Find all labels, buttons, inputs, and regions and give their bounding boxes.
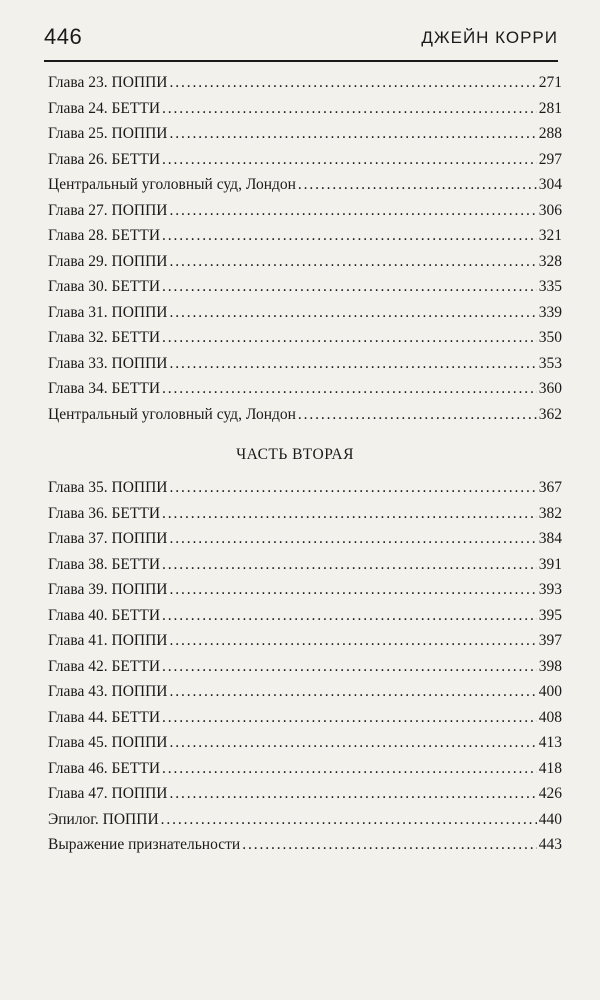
- toc-entry-page: 306: [538, 201, 562, 219]
- leader-dots: [170, 300, 537, 326]
- page-number: 446: [44, 24, 83, 49]
- toc-entry-page: 350: [538, 329, 562, 346]
- toc-entry-page: 288: [538, 125, 562, 142]
- leader-dots: [170, 781, 537, 807]
- toc-entry: [48, 223, 562, 249]
- toc-entry: [48, 300, 562, 326]
- toc-entry: [48, 96, 562, 122]
- toc-entry-page: 353: [538, 354, 562, 372]
- toc-entry: [48, 679, 562, 705]
- toc-entry-title: Глава 34. БЕТТИ: [48, 380, 161, 397]
- toc-entry-title: Эпилог. ПОППИ: [48, 810, 159, 828]
- toc-entry-title: Глава 37. ПОППИ: [48, 530, 168, 547]
- toc-entry-title: Глава 31. ПОППИ: [48, 303, 168, 321]
- author-running-head: ДЖЕЙН КОРРИ: [421, 28, 558, 47]
- leader-dots: [162, 325, 537, 351]
- toc-entry-page: 367: [538, 479, 562, 496]
- toc-entry: [48, 325, 562, 351]
- leader-dots: [162, 223, 537, 249]
- toc-entry-page: 395: [538, 606, 562, 624]
- toc-entry: [48, 628, 562, 654]
- toc-entry: [48, 249, 562, 275]
- toc-entry-page: 408: [538, 708, 562, 726]
- toc-entry-title: Глава 24. БЕТТИ: [48, 99, 161, 117]
- toc-entry-page: 271: [538, 74, 562, 91]
- toc-entry-title: Глава 27. ПОППИ: [48, 201, 168, 219]
- leader-dots: [162, 147, 537, 173]
- toc-entry-title: Выражение признательности: [48, 836, 241, 853]
- toc-entry-page: 321: [538, 227, 562, 244]
- leader-dots: [162, 376, 537, 402]
- leader-dots: [162, 654, 537, 680]
- toc-entry-title: Глава 44. БЕТТИ: [48, 708, 161, 726]
- toc-entry-title: Глава 28. БЕТТИ: [48, 227, 161, 244]
- toc-entry-page: 362: [538, 405, 562, 423]
- leader-dots: [162, 96, 537, 122]
- leader-dots: [170, 121, 537, 147]
- toc-entry-page: 339: [538, 303, 562, 321]
- toc-entry: [48, 70, 562, 96]
- leader-dots: [170, 249, 537, 275]
- toc-entry-page: 391: [538, 555, 562, 573]
- toc-entry: [48, 807, 562, 833]
- leader-dots: [298, 402, 537, 428]
- toc-entry-title: Глава 47. ПОППИ: [48, 785, 168, 802]
- toc-entry: [48, 121, 562, 147]
- toc-entry-page: 360: [538, 380, 562, 397]
- leader-dots: [162, 705, 537, 731]
- toc-entry-title: Глава 38. БЕТТИ: [48, 555, 161, 573]
- toc-entry-page: 400: [538, 683, 562, 700]
- toc-entry-title: Глава 35. ПОППИ: [48, 479, 168, 496]
- toc-entry: [48, 577, 562, 603]
- toc-entry-page: 440: [538, 810, 562, 828]
- toc-entry: [48, 552, 562, 578]
- leader-dots: [170, 351, 537, 377]
- table-of-contents: [48, 70, 562, 858]
- toc-entry-title: Глава 41. ПОППИ: [48, 632, 168, 649]
- toc-entry-page: 418: [538, 759, 562, 777]
- toc-entry-page: 281: [538, 99, 562, 117]
- toc-entry: [48, 832, 562, 858]
- toc-entry: [48, 603, 562, 629]
- toc-entry: [48, 781, 562, 807]
- toc-entry: [48, 147, 562, 173]
- leader-dots: [162, 756, 537, 782]
- toc-entry-page: 397: [538, 632, 562, 649]
- leader-dots: [170, 577, 537, 603]
- leader-dots: [170, 198, 537, 224]
- toc-part-two: [48, 475, 562, 858]
- toc-entry-title: Глава 26. БЕТТИ: [48, 150, 161, 168]
- toc-entry-title: Глава 25. ПОППИ: [48, 125, 168, 142]
- leader-dots: [170, 526, 537, 552]
- toc-entry-title: Глава 30. БЕТТИ: [48, 278, 161, 295]
- leader-dots: [298, 172, 537, 198]
- toc-entry-title: Глава 42. БЕТТИ: [48, 657, 161, 675]
- page-header: [44, 20, 558, 62]
- leader-dots: [162, 603, 537, 629]
- toc-entry-page: 443: [538, 836, 562, 853]
- toc-entry: [48, 501, 562, 527]
- part-two-heading: ЧАСТЬ ВТОРАЯ: [236, 446, 354, 463]
- toc-entry-page: 304: [538, 176, 562, 193]
- toc-entry: [48, 351, 562, 377]
- toc-entry-page: 335: [538, 278, 562, 295]
- toc-entry-page: 328: [538, 252, 562, 270]
- toc-entry-title: Глава 45. ПОППИ: [48, 734, 168, 751]
- toc-entry-title: Глава 23. ПОППИ: [48, 74, 168, 91]
- toc-entry-page: 426: [538, 785, 562, 802]
- leader-dots: [162, 501, 537, 527]
- toc-entry-title: Глава 46. БЕТТИ: [48, 759, 161, 777]
- toc-entry-title: Глава 39. ПОППИ: [48, 581, 168, 598]
- toc-entry-title: Глава 43. ПОППИ: [48, 683, 168, 700]
- leader-dots: [242, 832, 537, 858]
- toc-entry-page: 398: [538, 657, 562, 675]
- toc-entry-page: 382: [538, 504, 562, 522]
- toc-entry: [48, 705, 562, 731]
- toc-entry-page: 413: [538, 734, 562, 751]
- leader-dots: [162, 552, 537, 578]
- toc-entry: [48, 376, 562, 402]
- leader-dots: [170, 628, 537, 654]
- leader-dots: [170, 679, 537, 705]
- toc-part-one: [48, 70, 562, 427]
- leader-dots: [162, 274, 537, 300]
- toc-entry-title: Глава 29. ПОППИ: [48, 252, 168, 270]
- toc-entry: [48, 198, 562, 224]
- leader-dots: [170, 730, 537, 756]
- toc-entry: [48, 172, 562, 198]
- toc-entry-title: Центральный уголовный суд, Лондон: [48, 405, 296, 423]
- toc-entry-title: Глава 40. БЕТТИ: [48, 606, 161, 624]
- leader-dots: [161, 807, 537, 833]
- toc-entry: [48, 274, 562, 300]
- toc-entry: [48, 654, 562, 680]
- toc-entry: [48, 402, 562, 428]
- toc-entry-title: Центральный уголовный суд, Лондон: [48, 176, 296, 193]
- toc-entry: [48, 475, 562, 501]
- toc-entry: [48, 756, 562, 782]
- toc-entry-title: Глава 36. БЕТТИ: [48, 504, 161, 522]
- toc-entry-page: 297: [538, 150, 562, 168]
- toc-entry-title: Глава 33. ПОППИ: [48, 354, 168, 372]
- toc-entry: [48, 526, 562, 552]
- toc-entry-page: 393: [538, 581, 562, 598]
- leader-dots: [170, 475, 537, 501]
- leader-dots: [170, 70, 537, 96]
- toc-entry: [48, 730, 562, 756]
- toc-entry-title: Глава 32. БЕТТИ: [48, 329, 161, 346]
- toc-entry-page: 384: [538, 530, 562, 547]
